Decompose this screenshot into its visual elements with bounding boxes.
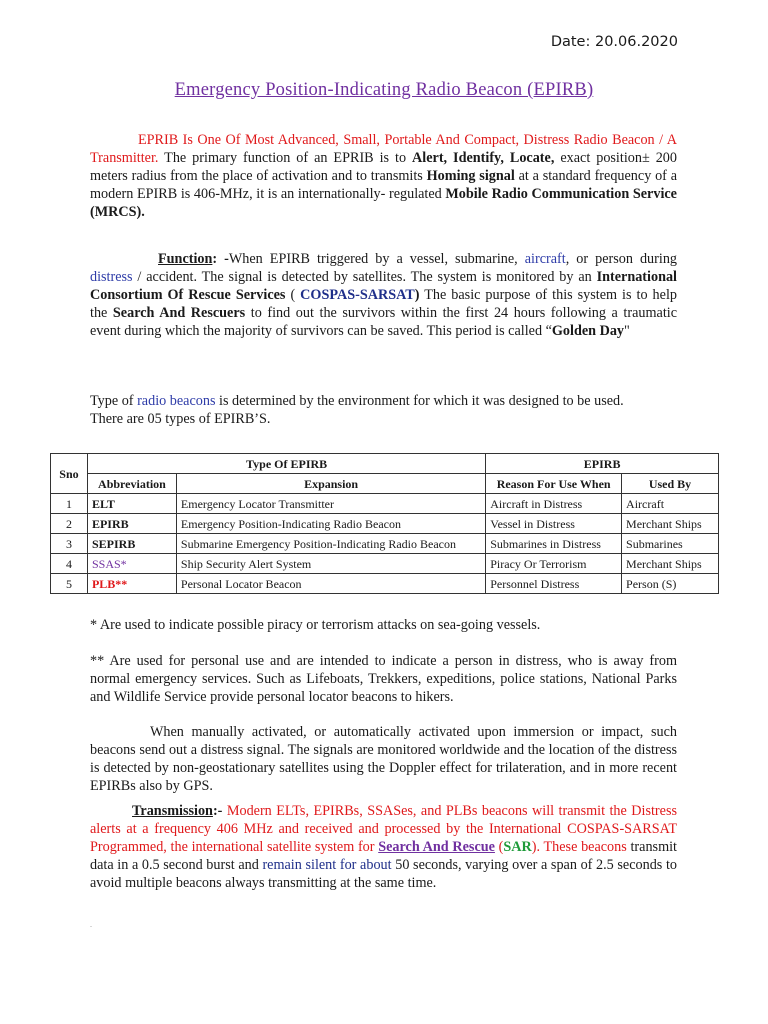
intro-bold-3: Mobile Radio Communication Service (MRCS).	[90, 186, 677, 220]
types-text-1: Type of	[90, 393, 138, 409]
cell-used-by: Merchant Ships	[622, 514, 719, 534]
th-used-by: Used By	[622, 474, 719, 494]
transmission-text-1: transmit data in a 0.5 second burst and	[90, 839, 677, 873]
footer-dot: .	[90, 920, 92, 929]
intro-text-2: exact position± 200 meters radius from the place of activation and to transmits	[90, 150, 677, 184]
intro-red-lead: EPRIB Is One Of Most Advanced, Small, Portable And Compact, Distress Radio Beacon / A Transmitter.	[90, 132, 677, 166]
intro-text-1: The primary function of an EPRIB is to	[158, 150, 413, 166]
transmission-text-2: 50 seconds, varying over a span of 2.5 seconds to avoid multiple beacons always transmitting at the same time.	[90, 857, 678, 891]
intro-bold-1: Alert, Identify, Locate,	[412, 150, 555, 166]
th-type-of-epirb: Type Of EPIRB	[87, 454, 485, 474]
th-sno: Sno	[51, 454, 88, 494]
search-and-rescue-link[interactable]: Search And Rescue	[378, 839, 495, 855]
cell-used-by: Merchant Ships	[622, 554, 719, 574]
cell-sno: 4	[51, 554, 88, 574]
cell-sno: 5	[51, 574, 88, 594]
function-bold-4: Golden Day	[551, 323, 625, 339]
table-row	[51, 514, 719, 534]
intro-text-3: at a standard frequency of a modern EPIRB is 406-MHz, it is an internationally- regulated	[90, 168, 678, 202]
page-title: Emergency Position-Indicating Radio Beacon (EPIRB)	[174, 80, 594, 100]
th-epirb: EPIRB	[486, 454, 719, 474]
cell-abbr: SEPIRB	[87, 534, 176, 554]
date-line: Date: 20.06.2020	[550, 34, 678, 50]
table-row	[51, 574, 719, 594]
cell-expansion: Personal Locator Beacon	[176, 574, 485, 594]
table-group-header-row	[51, 454, 719, 474]
function-paragraph	[90, 250, 677, 340]
intro-bold-2: Homing signal	[426, 168, 515, 184]
transmission-sep: :-	[212, 803, 223, 819]
function-distress: distress	[90, 269, 133, 285]
cell-reason: Submarines in Distress	[486, 534, 622, 554]
function-bold-1: International Consortium Of Rescue Services	[90, 269, 677, 303]
function-sep: : -	[212, 251, 229, 267]
cell-abbr: ELT	[87, 494, 176, 514]
function-label: Function	[158, 251, 213, 267]
function-text-6: to find out the survivors within the first 24 hours following a traumatic event during which the majority of survivors can be saved. This period is called “	[90, 305, 677, 339]
function-text-5: The basic purpose of this system is to help the	[90, 287, 677, 321]
cell-sno: 3	[51, 534, 88, 554]
th-reason: Reason For Use When	[486, 474, 622, 494]
cell-reason: Vessel in Distress	[486, 514, 622, 534]
manual-text: When manually activated, or automatically activated upon immersion or impact, such beacons send out a distress signal. The signals are monitored worldwide and the location of the distress is detected by non-geostationary satellites using the Doppler effect for trilateration, and in more recent EPIRBs also by GPS.	[90, 724, 677, 794]
table-row	[51, 494, 719, 514]
table-row	[51, 534, 719, 554]
th-expansion: Expansion	[176, 474, 485, 494]
types-paragraph	[90, 392, 677, 428]
cell-sno: 2	[51, 514, 88, 534]
function-bold-2: )	[414, 287, 420, 303]
transmission-red-2: ). These beacons	[531, 839, 627, 855]
cell-used-by: Aircraft	[622, 494, 719, 514]
function-text-4: (	[285, 287, 301, 303]
transmission-sar: SAR	[503, 839, 532, 855]
transmission-blue-1: remain silent for about	[262, 857, 392, 873]
function-text-2: , or person during	[565, 251, 678, 267]
table-row	[51, 554, 719, 574]
table-header-row	[51, 474, 719, 494]
cell-used-by: Submarines	[622, 534, 719, 554]
note-piracy: * Are used to indicate possible piracy or terrorism attacks on sea-going vessels.	[90, 617, 541, 633]
transmission-label: Transmission	[132, 803, 213, 819]
cell-sno: 1	[51, 494, 88, 514]
function-aircraft: aircraft	[524, 251, 566, 267]
th-abbreviation: Abbreviation	[87, 474, 176, 494]
function-text-3: / accident. The signal is detected by satellites. The system is monitored by an	[132, 269, 597, 285]
types-text-2: is determined by the environment for which it was designed to be used.	[215, 393, 624, 409]
epirb-table	[50, 453, 719, 594]
cell-abbr: SSAS*	[87, 554, 176, 574]
transmission-open: (	[494, 839, 504, 855]
function-text-1: When EPIRB triggered by a vessel, submarine,	[228, 251, 525, 267]
cell-expansion: Emergency Locator Transmitter	[176, 494, 485, 514]
note-personal: ** Are used for personal use and are intended to indicate a person in distress, who is away from normal emergency services. Such as Lifeboats, Trekkers, expeditions, police stations, National Parks and Wildlife Service provide personal locator beacons to hikers.	[90, 653, 677, 705]
cell-expansion: Ship Security Alert System	[176, 554, 485, 574]
function-cospas: COSPAS-SARSAT	[300, 287, 415, 303]
transmission-red-1: Modern ELTs, EPIRBs, SSASes, and PLBs beacons will transmit the Distress alerts at a frequency 406 MHz and received and processed by the International COSPAS-SARSAT Programmed, the international satellite system for	[90, 803, 677, 855]
cell-expansion: Submarine Emergency Position-Indicating Radio Beacon	[176, 534, 485, 554]
types-line-2: There are 05 types of EPIRB’S.	[90, 411, 271, 427]
cell-abbr: PLB**	[87, 574, 176, 594]
function-text-7: "	[624, 323, 630, 339]
function-bold-3: Search And Rescuers	[112, 305, 246, 321]
transmission-paragraph	[90, 802, 677, 892]
types-radio-beacons: radio beacons	[137, 393, 216, 409]
intro-paragraph	[90, 131, 677, 221]
manual-paragraph	[90, 723, 677, 795]
cell-reason: Personnel Distress	[486, 574, 622, 594]
cell-abbr: EPIRB	[87, 514, 176, 534]
cell-expansion: Emergency Position-Indicating Radio Beacon	[176, 514, 485, 534]
cell-reason: Aircraft in Distress	[486, 494, 622, 514]
cell-reason: Piracy Or Terrorism	[486, 554, 622, 574]
cell-used-by: Person (S)	[622, 574, 719, 594]
